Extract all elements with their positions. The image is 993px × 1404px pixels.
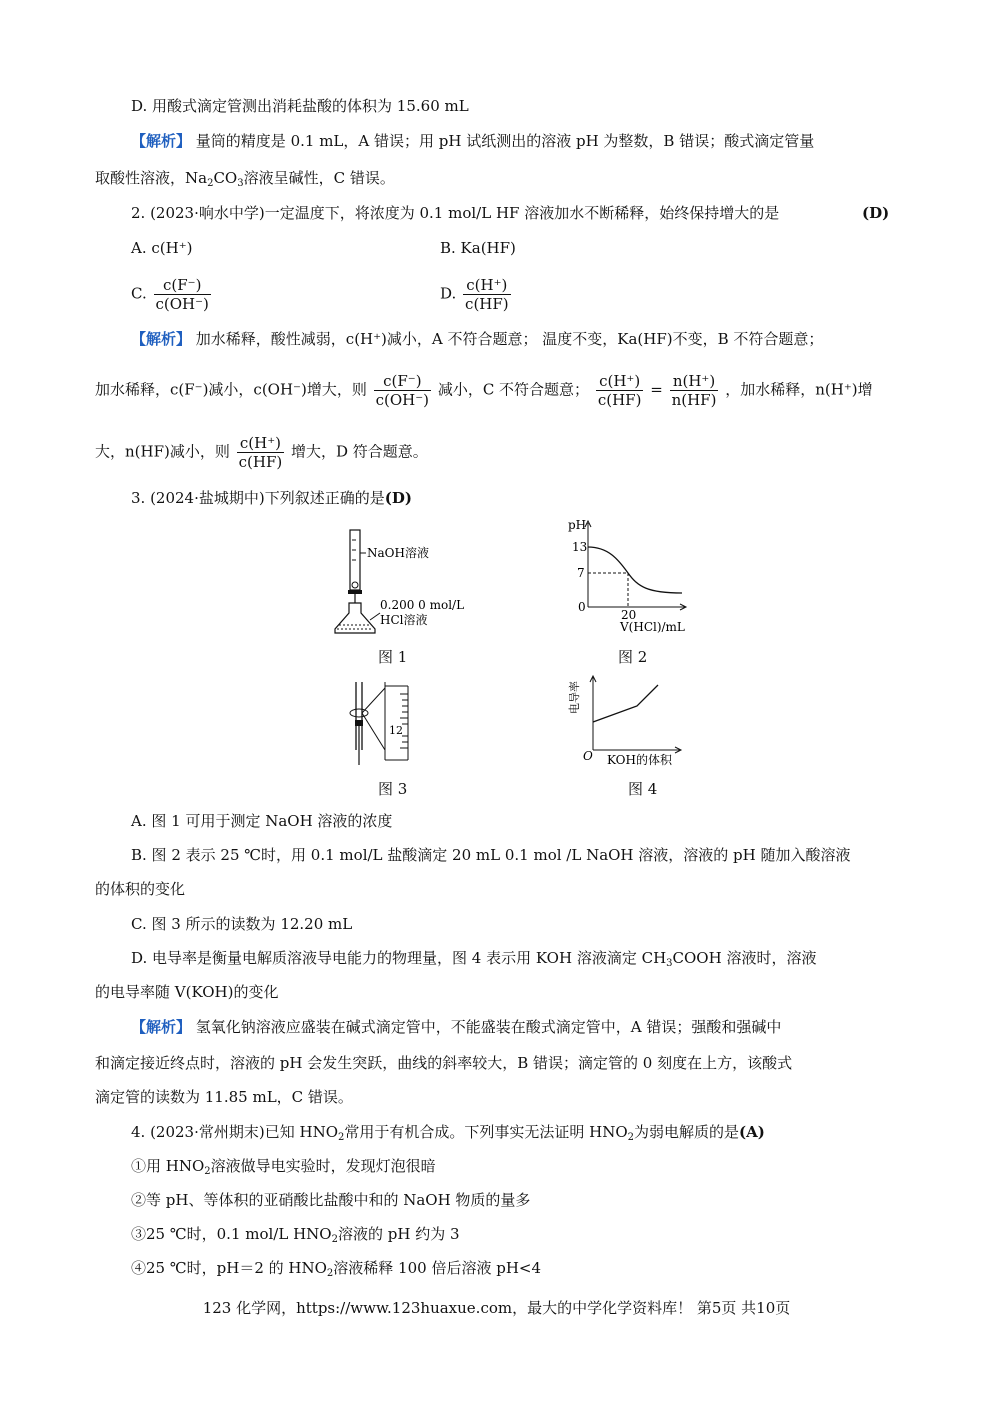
question-3-option-b-line-1: B. 图 2 表示 25 ℃时，用 0.1 mol/L 盐酸滴定 20 mL 0.1 mol /L NaOH 溶液，溶液的 pH 随加入酸溶液	[131, 846, 851, 864]
analysis-2-line-3	[95, 434, 428, 471]
analysis-1-line-2	[95, 168, 395, 194]
figure-2-xlabel: V(HCl)/mL	[620, 620, 685, 634]
fraction-denominator: c(HF)	[597, 391, 642, 409]
figure-1-caption: 图 1	[378, 648, 408, 666]
question-2-answer: (D)	[862, 204, 890, 222]
figure-4-conductivity	[565, 672, 685, 772]
fraction-numerator: c(H⁺)	[596, 372, 644, 391]
item-4-text-b: 溶液稀释 100 倍后溶液 pH<4	[333, 1259, 542, 1277]
question-3-answer: (D)	[384, 489, 412, 507]
subscript: 2	[326, 1268, 334, 1279]
figure-3-tick-12: 12	[389, 724, 403, 737]
analysis-3-line-1	[131, 1017, 781, 1037]
analysis-1-line-1	[131, 131, 814, 151]
fraction-cH-cHF-3	[237, 434, 285, 471]
analysis-3-text-a: 氢氧化钠溶液应盛装在碱式滴定管中，不能盛装在酸式滴定管中，A 错误；强酸和强碱中	[195, 1018, 782, 1036]
analysis-3-line-3: 滴定管的读数为 11.85 mL，C 错误。	[95, 1088, 353, 1106]
page-footer: 123 化学网，https://www.123huaxue.com，最大的中学化学资料库！ 第5页 共10页	[202, 1299, 791, 1317]
question-3-option-a: A. 图 1 可用于测定 NaOH 溶液的浓度	[131, 812, 393, 830]
figure-1-label-hcl: HCl溶液	[380, 613, 428, 627]
fraction-denominator: c(OH⁻)	[155, 295, 209, 313]
figure-1-titration-apparatus	[330, 525, 470, 640]
analysis-2-text-a: 加水稀释，酸性减弱，c(H⁺)减小，A 不符合题意； 温度不变，Ka(HF)不变，B 不符合题意；	[195, 330, 824, 348]
fraction-numerator: c(H⁺)	[237, 434, 285, 453]
option-d-text-a: D. 电导率是衡量电解质溶液导电能力的物理量，图 4 表示用 KOH 溶液滴定 CH	[131, 949, 667, 967]
fraction-nH-nHF	[670, 372, 719, 409]
figure-4-ylabel: 电导率	[568, 681, 581, 714]
figure-2-ytick-13: 13	[572, 540, 588, 554]
question-4-stem	[131, 1122, 765, 1148]
question-2-option-d	[440, 276, 513, 313]
analysis-1-text-c: 溶液呈碱性，C 错误。	[243, 169, 395, 187]
figure-2-ylabel: pH	[568, 518, 587, 532]
figure-3-burette-reading	[340, 680, 420, 770]
analysis-1-text-b: CO	[213, 169, 238, 187]
analysis-2-line-2	[95, 372, 873, 409]
item-1-text-b: 溶液做导电实验时，发现灯泡很暗	[210, 1157, 436, 1175]
fraction-numerator: c(H⁺)	[463, 276, 511, 295]
figure-2-xtick-20: 20	[621, 608, 637, 622]
subscript: 2	[204, 1166, 211, 1177]
item-3-text-b: 溶液的 pH 约为 3	[337, 1225, 460, 1243]
question-3-option-b-line-2: 的体积的变化	[95, 880, 186, 898]
question-4-item-2: ②等 pH、等体积的亚硝酸比盐酸中和的 NaOH 物质的量多	[131, 1191, 531, 1209]
figure-2-origin: 0	[578, 600, 586, 614]
fraction-cF-cOH	[154, 276, 211, 313]
analysis-1-text: 量筒的精度是 0.1 mL，A 错误；用 pH 试纸测出的溶液 pH 为整数，B 错误；酸式滴定管量	[195, 132, 815, 150]
question-2-option-a: A. c(H⁺)	[131, 239, 193, 257]
q4-text-a: 4. (2023·常州期末)已知 HNO	[131, 1123, 338, 1141]
subscript: 2	[207, 178, 214, 189]
figure-4-caption: 图 4	[628, 780, 658, 798]
figure-4-origin: O	[583, 749, 593, 763]
figure-1-label-conc: 0.200 0 mol/L	[380, 598, 465, 612]
analysis-3-line-2: 和滴定接近终点时，溶液的 pH 会发生突跃，曲线的斜率较大，B 错误；滴定管的 0 刻度在上方，该酸式	[95, 1054, 793, 1072]
fraction-numerator: c(F⁻)	[374, 372, 431, 391]
fraction-denominator: n(HF)	[671, 391, 717, 409]
figure-4-xlabel: KOH的体积	[607, 753, 672, 767]
question-3-stem	[131, 488, 412, 508]
figure-2-caption: 图 2	[618, 648, 648, 666]
q4-text-b: 常用于有机合成。下列事实无法证明 HNO	[344, 1123, 628, 1141]
question-3-option-d-line-2: 的电导率随 V(KOH)的变化	[95, 983, 279, 1001]
subscript: 2	[338, 1132, 345, 1143]
question-2-option-c	[131, 276, 213, 313]
subscript: 3	[666, 958, 673, 969]
question-3-text: 3. (2024·盐城期中)下列叙述正确的是	[131, 489, 385, 507]
analysis-2-text-b1: 加水稀释，c(F⁻)减小，c(OH⁻)增大，则	[95, 380, 367, 399]
fraction-denominator: c(HF)	[465, 295, 509, 313]
analysis-tag: 【解析】	[131, 132, 192, 150]
analysis-2-text-b4: ，加水稀释，n(H⁺)增	[725, 380, 873, 399]
fraction-denominator: c(OH⁻)	[375, 391, 430, 409]
q4-text-c: 为弱电解质的是	[634, 1123, 740, 1141]
question-4-item-1	[131, 1156, 436, 1182]
question-4-answer: (A)	[739, 1123, 765, 1141]
question-4-item-3	[131, 1224, 460, 1250]
option-d-text: D. 用酸式滴定管测出消耗盐酸的体积为 15.60 mL	[131, 97, 469, 115]
figure-3-caption: 图 3	[378, 780, 408, 798]
analysis-2-text-c2: 增大，D 符合题意。	[291, 442, 428, 461]
fraction-numerator: n(H⁺)	[670, 372, 719, 391]
question-3-option-c: C. 图 3 所示的读数为 12.20 mL	[131, 915, 353, 933]
subscript: 2	[331, 1234, 338, 1245]
fraction-denominator: c(HF)	[238, 453, 283, 471]
item-1-text-a: ①用 HNO	[131, 1157, 205, 1175]
analysis-2-text-c1: 大，n(HF)减小，则	[95, 442, 230, 461]
item-4-text-a: ④25 ℃时，pH＝2 的 HNO	[131, 1259, 327, 1277]
subscript: 3	[237, 178, 244, 189]
question-2-option-b: B. Ka(HF)	[440, 239, 516, 257]
figure-1-label-naoh: NaOH溶液	[367, 546, 429, 560]
fraction-numerator: c(F⁻)	[154, 276, 211, 295]
figure-2-ytick-7: 7	[577, 566, 585, 580]
option-d-text-b: COOH 溶液时，溶液	[672, 949, 817, 967]
fraction-cH-cHF	[463, 276, 511, 313]
question-3-option-d-line-1	[131, 948, 816, 974]
fraction-cH-cHF-2	[596, 372, 644, 409]
fraction-cF-cOH-2	[374, 372, 431, 409]
figure-2-ph-curve	[560, 517, 700, 637]
subscript: 2	[627, 1132, 635, 1143]
analysis-1-text-a: 取酸性溶液，Na	[95, 169, 208, 187]
item-3-text-a: ③25 ℃时，0.1 mol/L HNO	[131, 1225, 332, 1243]
question-2-stem: 2. (2023·响水中学)一定温度下，将浓度为 0.1 mol/L HF 溶液加水不断稀释，始终保持增大的是	[131, 204, 780, 222]
analysis-2-line-1	[131, 329, 823, 349]
option-c-label: C.	[131, 284, 147, 303]
option-d-label: D.	[440, 284, 457, 303]
equals-sign: =	[650, 380, 663, 399]
analysis-tag: 【解析】	[131, 1018, 192, 1036]
question-4-item-4	[131, 1258, 541, 1284]
analysis-tag: 【解析】	[131, 330, 192, 348]
analysis-2-text-b2: 减小，C 不符合题意；	[437, 380, 590, 399]
